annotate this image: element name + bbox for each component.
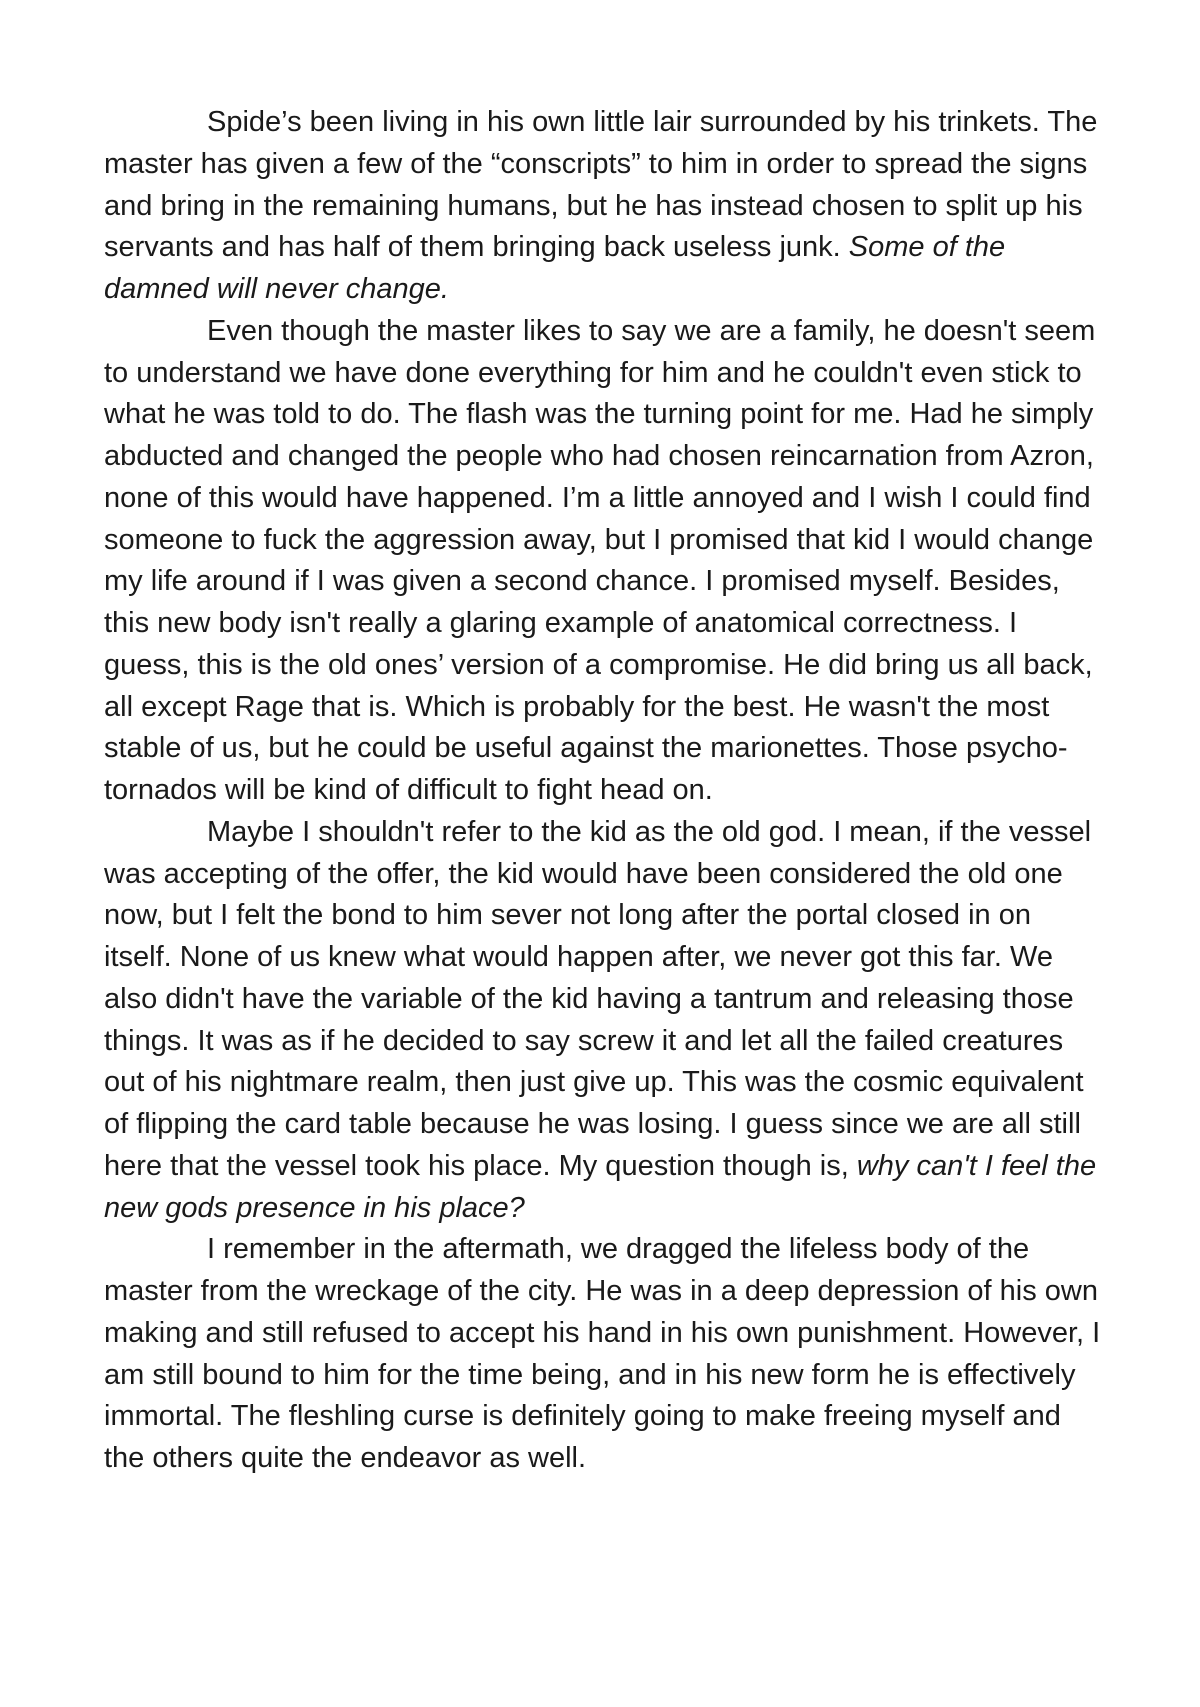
paragraph-1-text: Spide’s been living in his own little lair surrounded by his trinkets. The master has given a few of the “conscripts” to him in order to spread the signs and bring in the remaining humans, but he has instead chosen to split up his servants and has half of them bringing back useless junk. xyxy=(104,106,1098,264)
paragraph-3 xyxy=(104,812,1104,1230)
document-body xyxy=(104,102,1104,1480)
paragraph-2 xyxy=(104,311,1104,812)
paragraph-3-italic: why can't I feel the new gods presence in his place? xyxy=(104,1149,1097,1224)
paragraph-1 xyxy=(104,102,1104,311)
paragraph-2-text: Even though the master likes to say we are a family, he doesn't seem to understand we have done everything for him and he couldn't even stick to what he was told to do. The flash was the turning point for me. Had he simply abducted and changed the people who had chosen reincarnation from Azron, none of this would have happened. I’m a little annoyed and I wish I could find someone to fuck the aggression away, but I promised that kid I would change my life around if I was given a second chance. I promised myself. Besides, this new body isn't really a glaring example of anatomical correctness. I guess, this is the old ones’ version of a compromise. He did bring us all back, all except Rage that is. Which is probably for the best. He wasn't the most stable of us, but he could be useful against the marionettes. Those psycho-tornados will be kind of difficult to fight head on. xyxy=(104,314,1096,806)
paragraph-3-text: Maybe I shouldn't refer to the kid as the old god. I mean, if the vessel was accepting of the offer, the kid would have been considered the old one now, but I felt the bond to him sever not long after the portal closed in on itself. None of us knew what would happen after, we never got this far. We also didn't have the variable of the kid having a tantrum and releasing those things. It was as if he decided to say screw it and let all the failed creatures out of his nightmare realm, then just give up. This was the cosmic equivalent of flipping the card table because he was losing. I guess since we are all still here that the vessel took his place. My question though is, xyxy=(104,815,1092,1182)
paragraph-4-text: I remember in the aftermath, we dragged the lifeless body of the master from the wreckage of the city. He was in a deep depression of his own making and still refused to accept his hand in his own punishment. However, I am still bound to him for the time being, and in his new form he is effectively immortal. The fleshling curse is definitely going to make freeing myself and the others quite the endeavor as well. xyxy=(104,1233,1101,1474)
paragraph-1-italic: Some of the damned will never change. xyxy=(104,231,1006,305)
paragraph-4 xyxy=(104,1229,1104,1480)
